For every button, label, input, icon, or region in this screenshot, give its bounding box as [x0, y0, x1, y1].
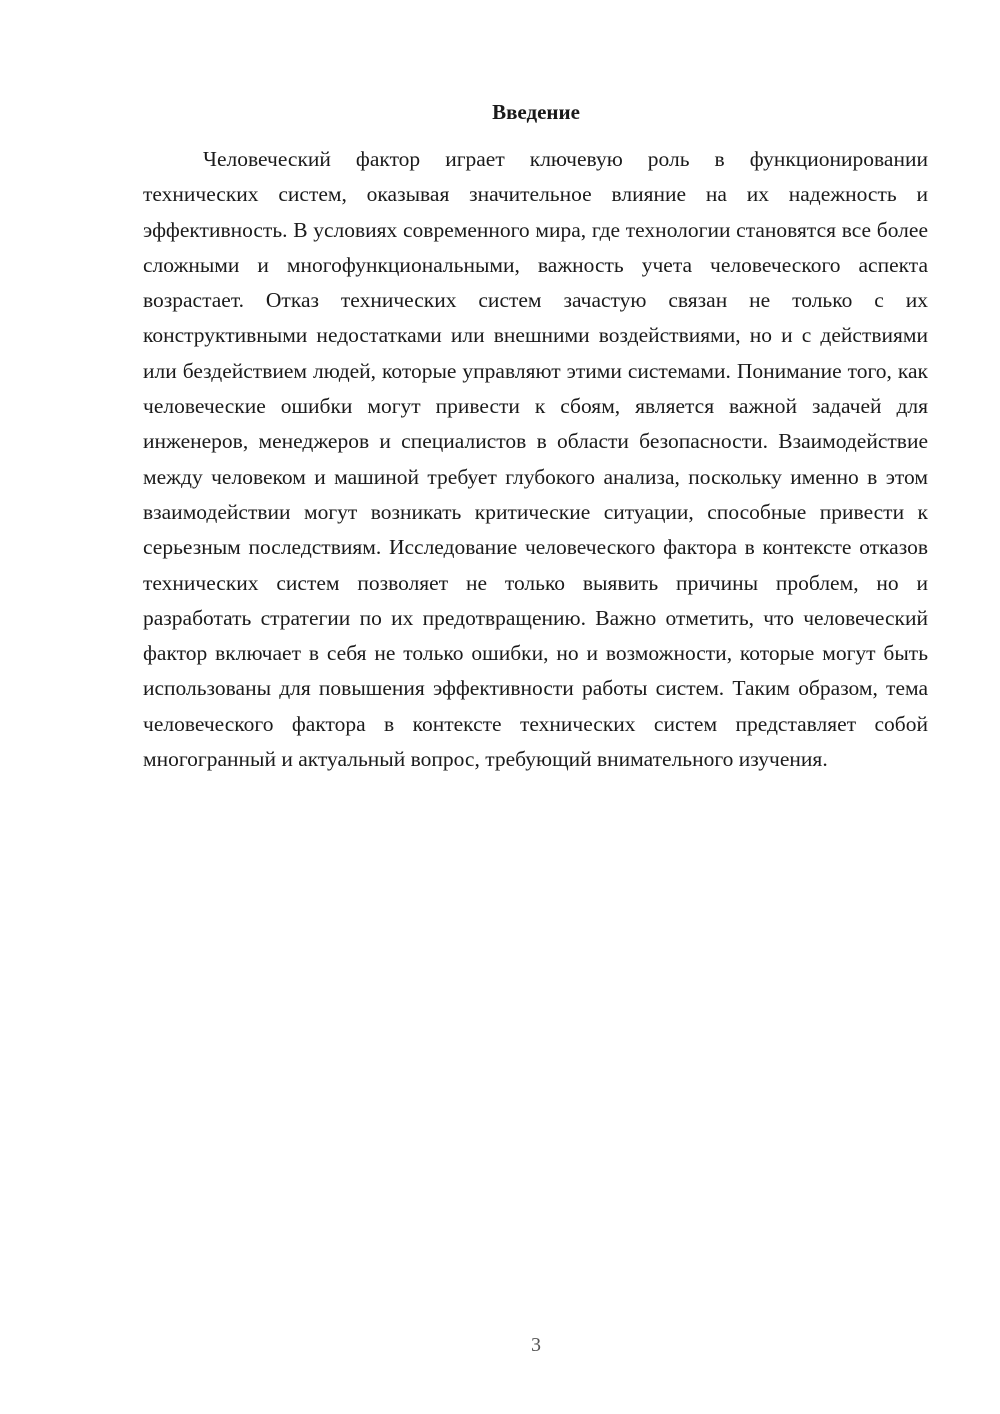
- page-number: 3: [531, 1334, 541, 1356]
- body-paragraph: Человеческий фактор играет ключевую роль в функционировании технических систем, оказывая значительное влияние на их надежность и эффективность. В условиях современного мира, где технологии становятся все более сложными и многофункциональными, важность учета человеческого аспекта возрастает. Отказ технических систем зачастую связан не только с их конструктивными недостатками или внешними воздействиями, но и с действиями или бездействием людей, которые управляют этими системами. Понимание того, как человеческие ошибки могут привести к сбоям, является важной задачей для инженеров, менеджеров и специалистов в области безопасности. Взаимодействие между человеком и машиной требует глубокого анализа, поскольку именно в этом взаимодействии могут возникать критические ситуации, способные привести к серьезным последствиям. Исследование человеческого фактора в контексте отказов технических систем позволяет не только выявить причины проблем, но и разработать стратегии по их предотвращению. Важно отметить, что человеческий фактор включает в себя не только ошибки, но и возможности, которые могут быть использованы для повышения эффективности работы систем. Таким образом, тема человеческого фактора в контексте технических систем представляет собой многогранный и актуальный вопрос, требующий внимательного изучения.: [143, 147, 928, 772]
- section-heading: Введение: [492, 100, 580, 124]
